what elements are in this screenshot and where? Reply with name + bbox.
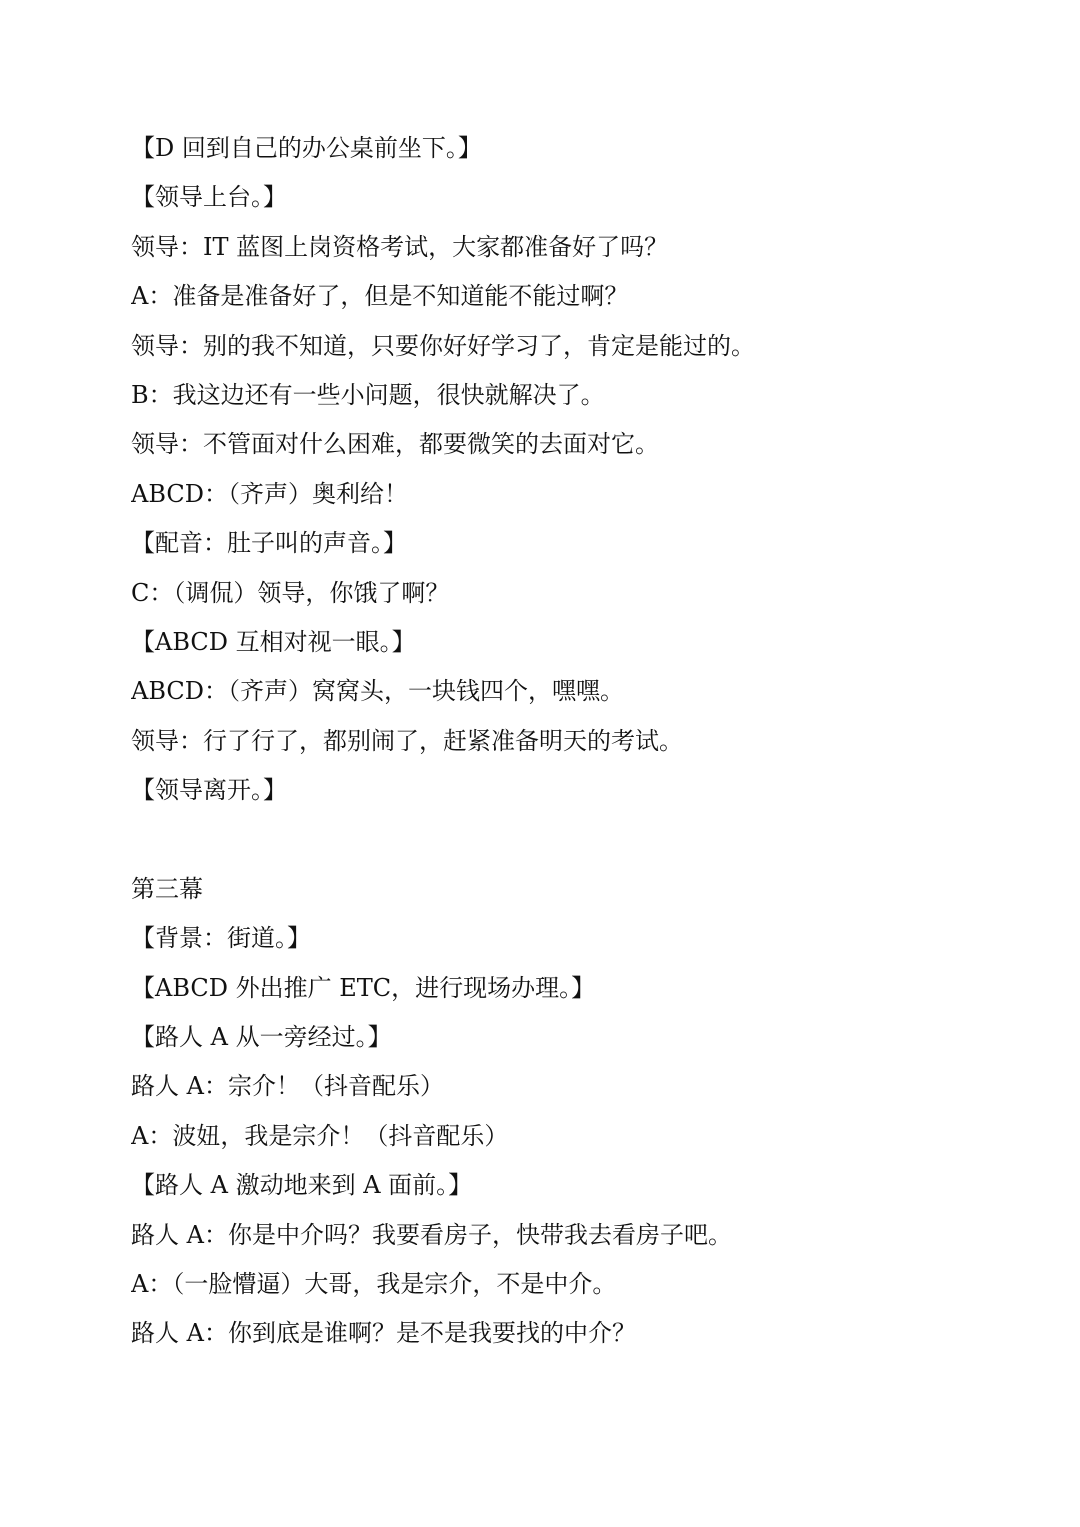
dialogue-line: 路人 A：宗介！（抖音配乐） <box>131 1072 444 1101</box>
blank-line <box>131 815 991 864</box>
dialogue-line: 路人 A：你到底是谁啊？是不是我要找的中介？ <box>131 1319 636 1348</box>
stage-direction: 【路人 A 从一旁经过。】 <box>131 1023 392 1052</box>
dialogue-line: A：准备是准备好了，但是不知道能不能过啊？ <box>131 282 629 311</box>
dialogue-line: 领导：别的我不知道，只要你好好学习了，肯定是能过的。 <box>131 331 755 360</box>
stage-direction: 【领导离开。】 <box>131 776 287 805</box>
act-heading: 第三幕 <box>131 874 203 903</box>
stage-direction: 【配音：肚子叫的声音。】 <box>131 529 407 558</box>
stage-direction: 【ABCD 互相对视一眼。】 <box>131 627 416 656</box>
dialogue-line: 领导：IT 蓝图上岗资格考试，大家都准备好了吗？ <box>131 232 669 261</box>
stage-direction: 【领导上台。】 <box>131 183 287 212</box>
script-text <box>131 124 991 1359</box>
dialogue-line: B：我这边还有一些小问题，很快就解决了。 <box>131 380 605 409</box>
stage-direction: 【背景：街道。】 <box>131 924 311 953</box>
dialogue-line: A：波妞，我是宗介！（抖音配乐） <box>131 1121 509 1150</box>
dialogue-line: ABCD：（齐声）奥利给！ <box>131 479 409 508</box>
dialogue-line: C：（调侃）领导，你饿了啊？ <box>131 578 450 607</box>
stage-direction: 【路人 A 激动地来到 A 面前。】 <box>131 1171 473 1200</box>
dialogue-line: ABCD：（齐声）窝窝头，一块钱四个，嘿嘿。 <box>131 677 625 706</box>
stage-direction: 【D 回到自己的办公桌前坐下。】 <box>131 134 482 162</box>
stage-direction: 【ABCD 外出推广 ETC，进行现场办理。】 <box>131 973 596 1002</box>
dialogue-line: 领导：不管面对什么困难，都要微笑的去面对它。 <box>131 430 659 459</box>
dialogue-line: A：（一脸懵逼）大哥，我是宗介，不是中介。 <box>131 1269 617 1298</box>
dialogue-line: 路人 A：你是中介吗？我要看房子，快带我去看房子吧。 <box>131 1220 732 1249</box>
dialogue-line: 领导：行了行了，都别闹了，赶紧准备明天的考试。 <box>131 726 683 755</box>
